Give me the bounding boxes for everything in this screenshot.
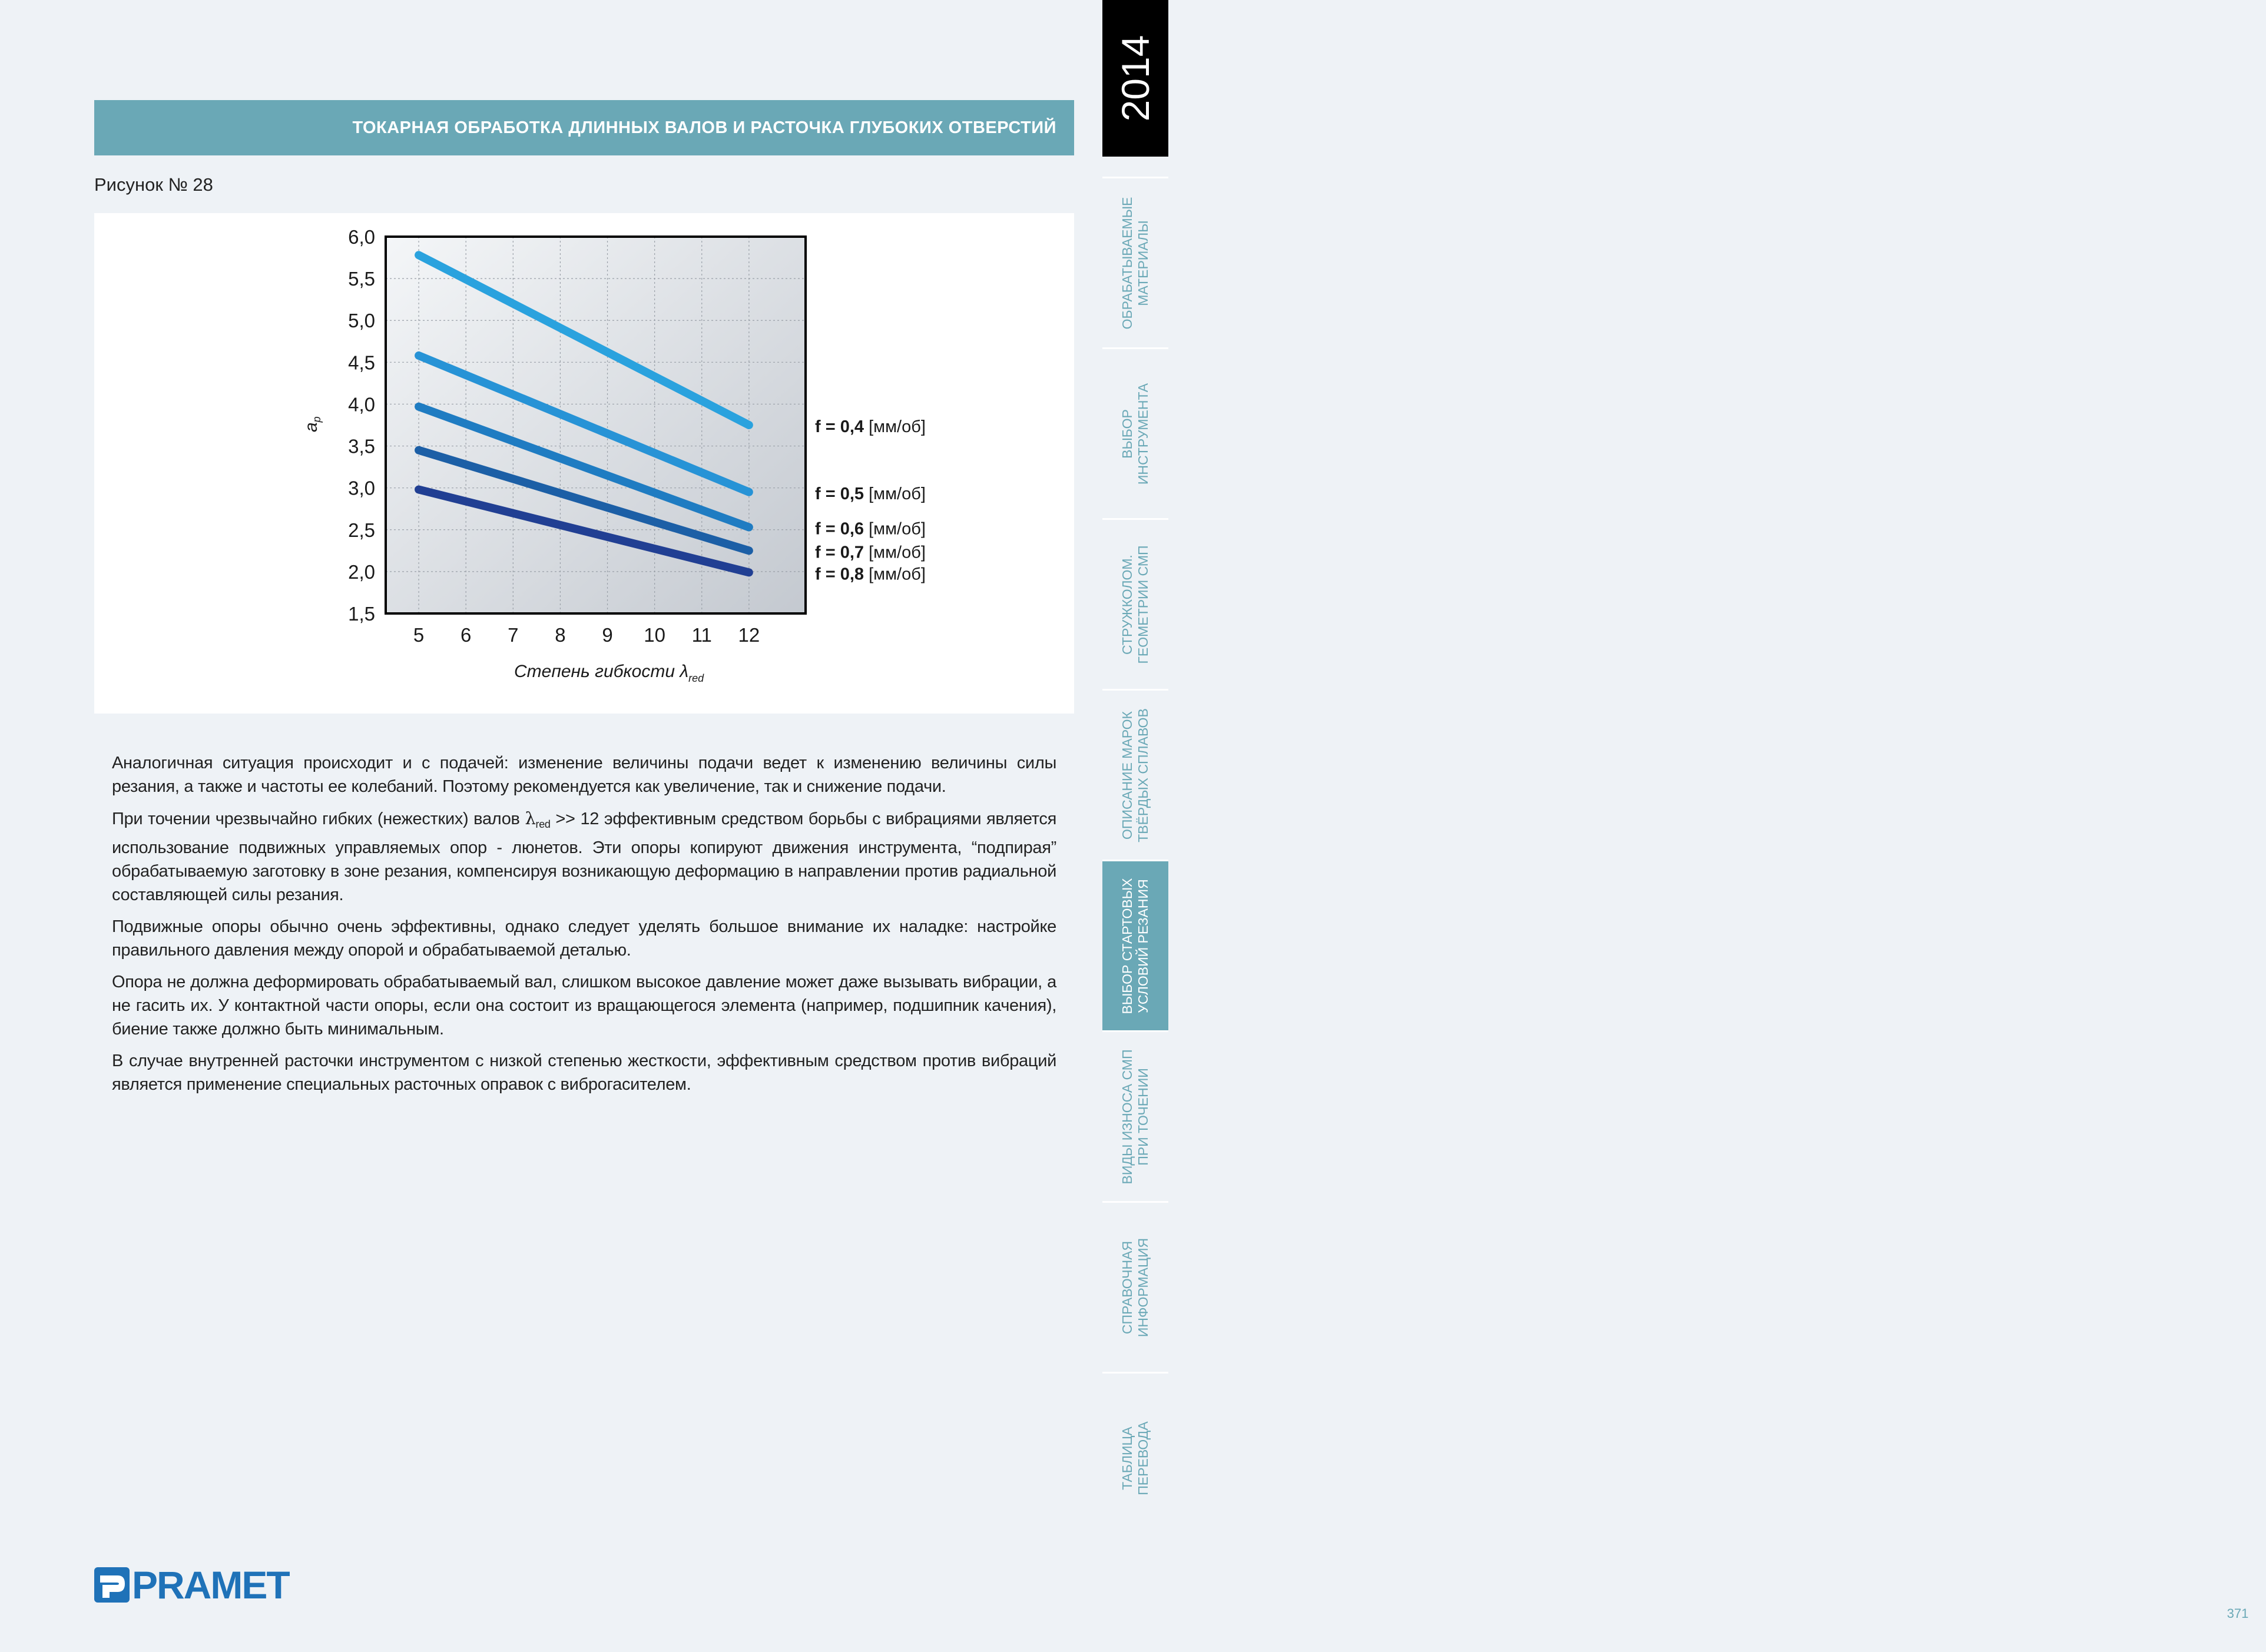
sidebar-tab[interactable] (1102, 1372, 1168, 1542)
sidebar-tab[interactable] (1102, 860, 1168, 1030)
sidebar-tab-line: СПРАВОЧНАЯ (1119, 1240, 1135, 1334)
y-tick-label: 2,5 (348, 519, 375, 541)
series-label: f = 0,6 [мм/об] (815, 519, 926, 539)
x-tick-label: 5 (413, 624, 425, 646)
y-tick-label: 6,0 (348, 226, 375, 248)
sidebar-tab-line: ПРИ ТОЧЕНИИ (1135, 1067, 1151, 1166)
paragraph: В случае внутренней расточки инструментом с низкой степенью жесткости, эффективным средством против вибраций является применение специальных расточных оправок с виброгасителем. (112, 1051, 1056, 1094)
paragraph: Опора не должна деформировать обрабатываемый вал, слишком высокое давление может даже вызывать вибрации, а не гасить их. У контактной части опоры, если она состоит из вращающегося элемента (например, подшипник качения), биение также должно быть минимальным. (112, 973, 1056, 1039)
sidebar-tab-label (1119, 197, 1151, 329)
sidebar-tab-label (1119, 1421, 1151, 1495)
x-tick-label: 10 (644, 624, 665, 646)
chart (94, 213, 1074, 714)
series-label: f = 0,7 [мм/об] (815, 543, 926, 562)
sidebar-tab[interactable] (1102, 1030, 1168, 1201)
sidebar-tab-line: ПЕРЕВОДА (1135, 1421, 1151, 1495)
body-text (112, 751, 1056, 1104)
series-label: f = 0,5 [мм/об] (815, 484, 926, 503)
figure-caption: Рисунок № 28 (94, 174, 213, 195)
sidebar-tab-label (1119, 383, 1151, 484)
section-sidebar (1102, 0, 2249, 1652)
year-block (1102, 0, 1168, 157)
series-label: f = 0,4 [мм/об] (815, 417, 926, 436)
sidebar-tab-line: ГЕОМЕТРИИ СМП (1135, 545, 1151, 664)
y-tick-label: 3,0 (348, 477, 375, 499)
sidebar-tab-line: УСЛОВИЙ РЕЗАНИЯ (1135, 878, 1151, 1013)
y-tick-label: 4,5 (348, 351, 375, 374)
sidebar-tab-label (1119, 1049, 1151, 1184)
figure-panel (94, 213, 1074, 714)
sidebar-tab-label (1119, 545, 1151, 664)
section-header (94, 100, 1074, 155)
section-title: ТОКАРНАЯ ОБРАБОТКА ДЛИННЫХ ВАЛОВ И РАСТОЧКА ГЛУБОКИХ ОТВЕРСТИЙ (352, 118, 1056, 137)
x-tick-label: 8 (555, 624, 566, 646)
sidebar-tab[interactable] (1102, 177, 1168, 347)
sidebar-tab-line: ТВЁРДЫХ СПЛАВОВ (1135, 708, 1151, 842)
x-tick-label: 11 (691, 624, 712, 646)
sidebar-tab-line: ВЫБОР (1119, 409, 1135, 459)
sidebar-tab-line: ВИДЫ ИЗНОСА СМП (1119, 1049, 1135, 1185)
y-axis-label: $a_p$ (302, 416, 323, 432)
y-tick-label: 5,5 (348, 268, 375, 290)
series-label: f = 0,8 [мм/об] (815, 565, 926, 584)
sidebar-tab-label (1119, 708, 1151, 842)
sidebar-tab-line: ТАБЛИЦА (1119, 1426, 1135, 1490)
year-label: 2014 (1114, 35, 1157, 122)
sidebar-tab-line: ИНСТРУМЕНТА (1135, 383, 1151, 485)
sidebar-tab-label (1119, 878, 1151, 1014)
page-content (0, 0, 1102, 1652)
sidebar-tab-line: ОПИСАНИЕ МАРОК (1119, 711, 1135, 840)
y-tick-label: 2,0 (348, 560, 375, 583)
y-tick-label: 4,0 (348, 393, 375, 416)
sidebar-tab-line: ИНФОРМАЦИЯ (1135, 1238, 1151, 1337)
sidebar-tab-line: СТРУЖКОЛОМ. (1119, 554, 1135, 655)
paragraph: Подвижные опоры обычно очень эффективны, однако следует уделять большое внимание их наладке: настройке правильного давления между опорой и обрабатываемой деталью. (112, 917, 1056, 960)
pramet-logo-icon (94, 1567, 130, 1603)
pramet-logo (94, 1563, 289, 1607)
paragraph: При точении чрезвычайно гибких (нежестких) валов $\lambda_{red} >> 12$ эффективным средством борьбы с вибрациями является использование подвижных управляемых опор - люнетов. Эти опоры копируют движения инструмента, “подпирая” обрабатываемую заготовку в зоне резания, компенсируя возникающую деформацию в направлении против радиальной составляющей силы резания. (112, 808, 1056, 904)
sidebar-tab-line: ВЫБОР СТАРТОВЫХ (1119, 878, 1135, 1014)
sidebar-tab[interactable] (1102, 689, 1168, 860)
y-tick-label: 5,0 (348, 310, 375, 332)
x-tick-label: 7 (508, 624, 519, 646)
sidebar-tab[interactable] (1102, 347, 1168, 518)
sidebar-tab-line: ОБРАБАТЫВАЕМЫЕ (1119, 197, 1135, 329)
page-number: 371 (2227, 1606, 2249, 1621)
lambda-symbol: λ (525, 808, 536, 828)
y-tick-label: 1,5 (348, 603, 375, 625)
x-tick-label: 9 (602, 624, 613, 646)
x-axis-label: Степень гибкости $\lambda_{red}$ (514, 662, 704, 684)
paragraph: Аналогичная ситуация происходит и с подачей: изменение величины подачи ведет к изменению величины силы резания, а также и частоты ее колебаний. Поэтому рекомендуется как увеличение, так и снижение подачи. (112, 754, 1056, 796)
x-tick-label: 12 (738, 624, 760, 646)
y-tick-label: 3,5 (348, 435, 375, 457)
sidebar-tab-label (1119, 1238, 1151, 1336)
x-tick-label: 6 (461, 624, 472, 646)
sidebar-tab[interactable] (1102, 518, 1168, 689)
pramet-logo-text: PRAMET (132, 1563, 289, 1607)
sidebar-tab[interactable] (1102, 1201, 1168, 1372)
sidebar-tab-line: МАТЕРИАЛЫ (1135, 220, 1151, 306)
